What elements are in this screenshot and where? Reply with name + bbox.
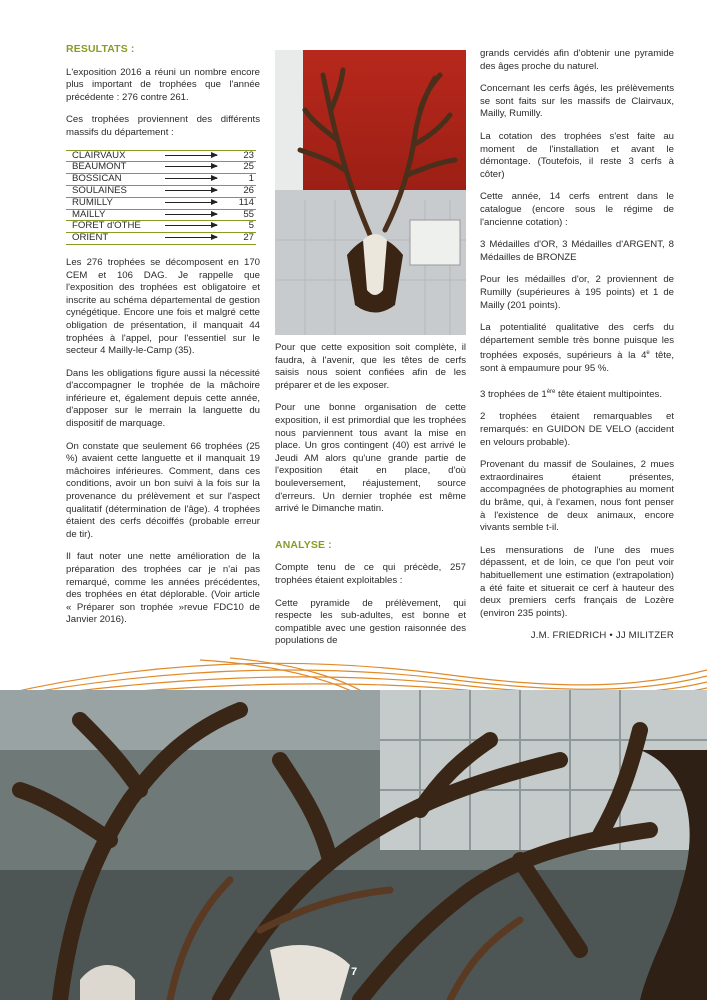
paragraph: Provenant du massif de Soulaines, 2 mues extraordinaires étaient présentes, accompagnées de photographies au moment du brâme, qui, à l'examen, nous font penser à l'existence de deux animaux, encore vivants semble t-il.: [480, 459, 674, 534]
text-span: 3 trophées de 1: [480, 388, 547, 400]
text-span: tête, sont à empaumure pour 95 %.: [480, 350, 674, 375]
text-span: La potentialité qualitative des cerfs du département semble très bonne puisque les trophées exposés, supérieurs à la 4: [480, 322, 674, 362]
paragraph: L'exposition 2016 a réuni un nombre encore plus important de trophées que l'année précédente : 276 contre 261.: [66, 66, 260, 103]
arrow-cell: [165, 221, 225, 233]
massif-row: [66, 221, 256, 233]
massif-name: ORIENT: [66, 233, 165, 245]
author-signature: J.M. FRIEDRICH • JJ MILITZER: [530, 630, 674, 642]
paragraph: Cette année, 14 cerfs entrent dans le catalogue (encore sous le régime de l'ancienne cotation) :: [480, 191, 674, 228]
column-left: [66, 44, 260, 637]
right-arrow-icon: [165, 202, 217, 203]
paragraph: [480, 322, 674, 376]
right-arrow-icon: [165, 155, 217, 156]
massif-row: [66, 233, 256, 245]
massifs-table: [66, 150, 256, 245]
paragraph: 3 Médailles d'OR, 3 Médailles d'ARGENT, 8 Médailles de BRONZE: [480, 239, 674, 263]
massif-name: FORET d'OTHE: [66, 221, 165, 233]
massif-count: 26: [225, 185, 256, 197]
massif-row: [66, 185, 256, 197]
paragraph: Il faut noter une nette amélioration de la préparation des trophées car je n'ai pas remarqué, comme les années précédentes, des trophées en état déplorable. (Voir article « Préparer son trophée »revue FDC10 de Janvier 2016).: [66, 551, 260, 626]
right-arrow-icon: [165, 178, 217, 179]
paragraph: Pour que cette exposition soit complète, il faudra, à l'avenir, que les têtes de cerfs saisis nous soient confiées afin de les préparer et de les exposer.: [275, 342, 466, 391]
paragraph: grands cervidés afin d'obtenir une pyramide des âges proche du naturel.: [480, 48, 674, 72]
right-arrow-icon: [165, 237, 217, 238]
massif-name: BEAUMONT: [66, 162, 165, 174]
massif-count: 1: [225, 174, 256, 186]
paragraph: [480, 386, 674, 402]
massif-count: 55: [225, 209, 256, 221]
paragraph: Les mensurations de l'une des mues dépassent, et de loin, ce que l'on peut voir habituellement une estimation (extrapolation) a été faite et situerait ce cerf à hauteur des deux premiers cerfs français de Lozère (environ 235 points).: [480, 544, 674, 619]
arrow-cell: [165, 185, 225, 197]
section-heading-analyse: ANALYSE :: [275, 539, 332, 551]
antlers-exhibition-photo: [0, 690, 707, 1000]
right-arrow-icon: [165, 214, 217, 215]
massif-name: RUMILLY: [66, 197, 165, 209]
arrow-cell: [165, 150, 225, 162]
paragraph: Dans les obligations figure aussi la nécessité d'accompagner le trophée de la mâchoire inférieure et, également depuis cette année, d'apposer sur le merrain la languette du dispositif de marquage.: [66, 367, 260, 430]
paragraph: Compte tenu de ce qui précède, 257 trophées étaient exploitables :: [275, 562, 466, 586]
massif-row: [66, 197, 256, 209]
arrow-cell: [165, 197, 225, 209]
massif-row: [66, 150, 256, 162]
massif-row: [66, 174, 256, 186]
massif-count: 5: [225, 221, 256, 233]
massif-name: BOSSICAN: [66, 174, 165, 186]
paragraph: Cette pyramide de prélèvement, qui respecte les sub-adultes, est bonne et compatible avec une gestion raisonnée des populations de: [275, 597, 466, 647]
massif-row: [66, 162, 256, 174]
massif-name: CLAIRVAUX: [66, 150, 165, 162]
massif-row: [66, 209, 256, 221]
right-arrow-icon: [165, 190, 217, 191]
section-heading-resultats: RESULTATS :: [66, 44, 135, 55]
paragraph: Les 276 trophées se décomposent en 170 CEM et 106 DAG. Je rappelle que l'exposition des trophées est obligatoire et inscrite au schéma départemental de gestion cynégétique. Encore une fois et malgré cette obligation de présentation, il manquait 44 trophées à l'appel, pour l'essentiel sur le secteur 4 Mailly-le-Camp (35).: [66, 256, 260, 357]
paragraph: La cotation des trophées s'est faite au moment de l'installation et avant le démontage. (Toutefois, il reste 3 cerfs à côter): [480, 130, 674, 180]
massif-name: SOULAINES: [66, 185, 165, 197]
superscript: ère: [546, 388, 556, 395]
right-arrow-icon: [165, 225, 217, 226]
paragraph: Pour les médailles d'or, 2 proviennent de Rumilly (supérieures à 195 points) et 1 de Mailly (201 points).: [480, 274, 674, 311]
massif-count: 25: [225, 162, 256, 174]
paragraph: Concernant les cerfs âgés, les prélèvements se sont faits sur les massifs de Clairvaux, Mailly, Rumilly.: [480, 83, 674, 120]
paragraph: 2 trophées étaient remarquables et remarqués: en GUIDON DE VELO (accident en velours probable).: [480, 411, 674, 448]
column-right: [480, 48, 674, 643]
page-number: 7: [350, 966, 358, 978]
superscript: e: [646, 350, 650, 357]
right-arrow-icon: [165, 166, 217, 167]
stag-trophy-image: [275, 50, 466, 335]
paragraph: Ces trophées proviennent des différents massifs du département :: [66, 114, 260, 138]
antlers-image: [0, 690, 707, 1000]
massif-count: 114: [225, 197, 256, 209]
text-span: tête étaient multipointes.: [555, 388, 663, 400]
arrow-cell: [165, 174, 225, 186]
massif-name: MAILLY: [66, 209, 165, 221]
massif-count: 23: [225, 150, 256, 162]
arrow-cell: [165, 233, 225, 245]
arrow-cell: [165, 209, 225, 221]
paragraph: Pour une bonne organisation de cette exposition, il est primordial que les trophées nous parviennent tous avant la mise en place. Un gros contingent (40) est arrivé le Jeudi AM alors qu'une grande partie de l'exposition était en place, d'où bouleversement, réajustement, source d'erreurs. Un dernier trophée est même arrivé le Dimanche matin.: [275, 402, 466, 515]
massif-count: 27: [225, 233, 256, 245]
paragraph: On constate que seulement 66 trophées (25 %) avaient cette languette et il manquait 19 mâchoires inférieures. Comment, dans ces conditions, avoir un bon suivi à la fois sur la provenance du prélèvement et sur l'aspect qualitatif (détermination de l'âge). 4 trophées étaient des cerfs décoiffés (probable erreur de tir).: [66, 440, 260, 540]
stag-trophy-photo: [275, 50, 466, 335]
arrow-cell: [165, 162, 225, 174]
